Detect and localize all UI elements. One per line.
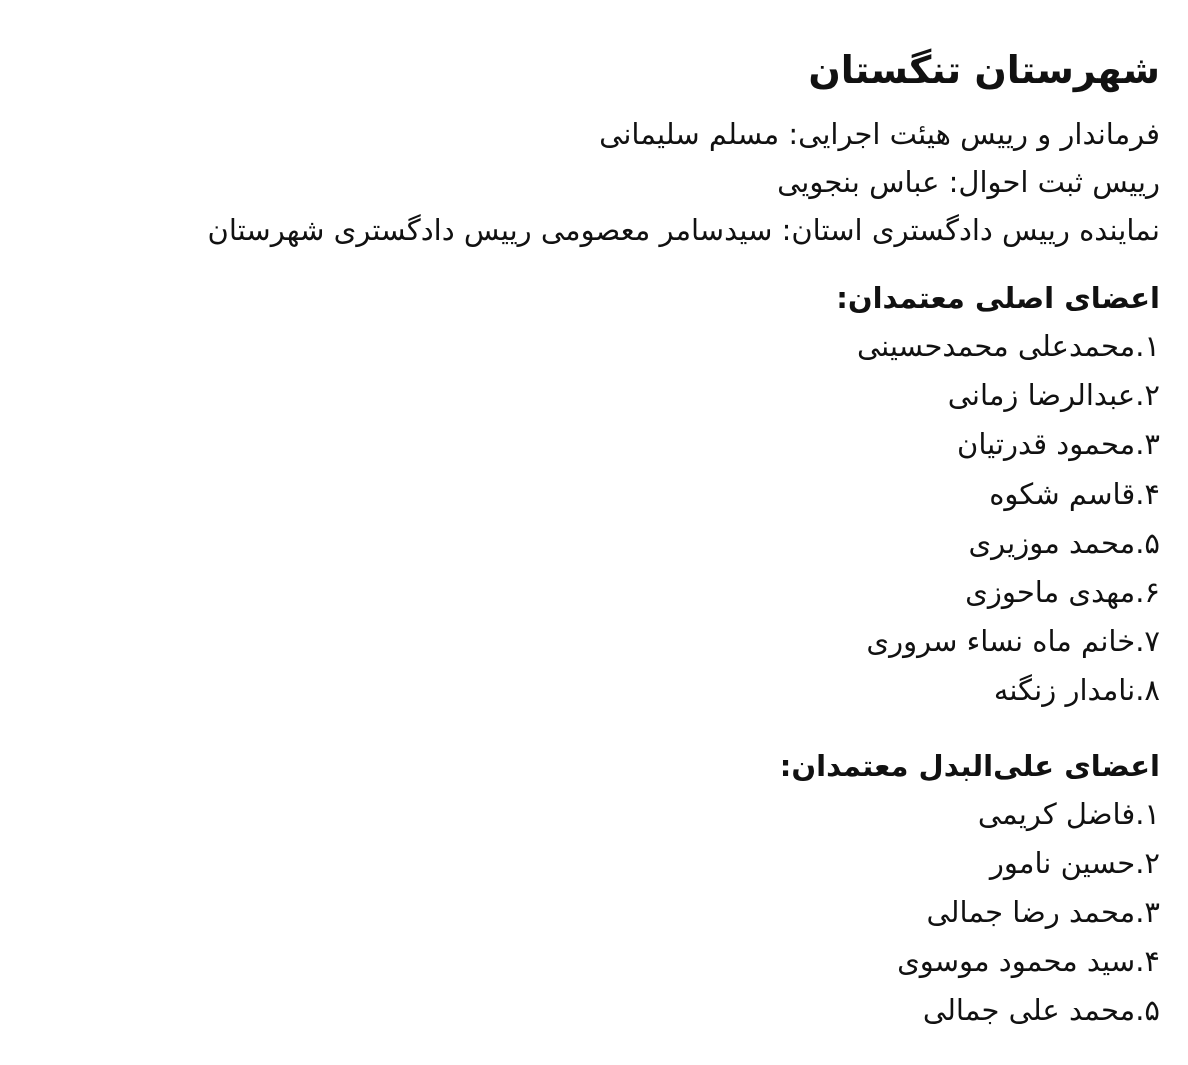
list-item: ۵.محمد علی جمالی	[922, 993, 1160, 1028]
governor-line: فرماندار و رییس هیئت اجرایی: مسلم سلیمانی	[599, 117, 1160, 151]
list-item: ۷.خانم ماه نساء سروری	[866, 624, 1160, 659]
civil-registry-line: رییس ثبت احوال: عباس بنجویی	[777, 165, 1160, 199]
list-item: ۴.سید محمود موسوی	[897, 944, 1160, 979]
list-item: ۳.محمود قدرتیان	[957, 427, 1160, 462]
list-item: ۸.نامدار زنگنه	[993, 673, 1160, 708]
list-item: ۳.محمد رضا جمالی	[926, 895, 1160, 930]
list-item: ۲.حسین نامور	[989, 845, 1160, 880]
alternate-members-heading: اعضای علی‌البدل معتمدان:	[779, 748, 1160, 783]
list-item: ۴.قاسم شکوه	[989, 476, 1160, 511]
page-title: شهرستان تنگستان	[808, 48, 1160, 92]
alternate-members-list	[20, 790, 1160, 1036]
main-members-heading: اعضای اصلی معتمدان:	[836, 281, 1160, 315]
judiciary-rep-line: نماینده رییس دادگستری استان: سیدسامر معصومی رییس دادگستری شهرستان	[207, 213, 1160, 247]
list-item: ۱.محمدعلی محمدحسینی	[856, 329, 1160, 363]
list-item: ۱.فاضل کریمی	[977, 796, 1160, 831]
list-item: ۲.عبدالرضا زمانی	[947, 378, 1160, 413]
list-item: ۵.محمد موزیری	[968, 525, 1160, 560]
list-item: ۶.مهدی ماحوزی	[965, 575, 1160, 610]
main-members-list	[20, 322, 1160, 716]
